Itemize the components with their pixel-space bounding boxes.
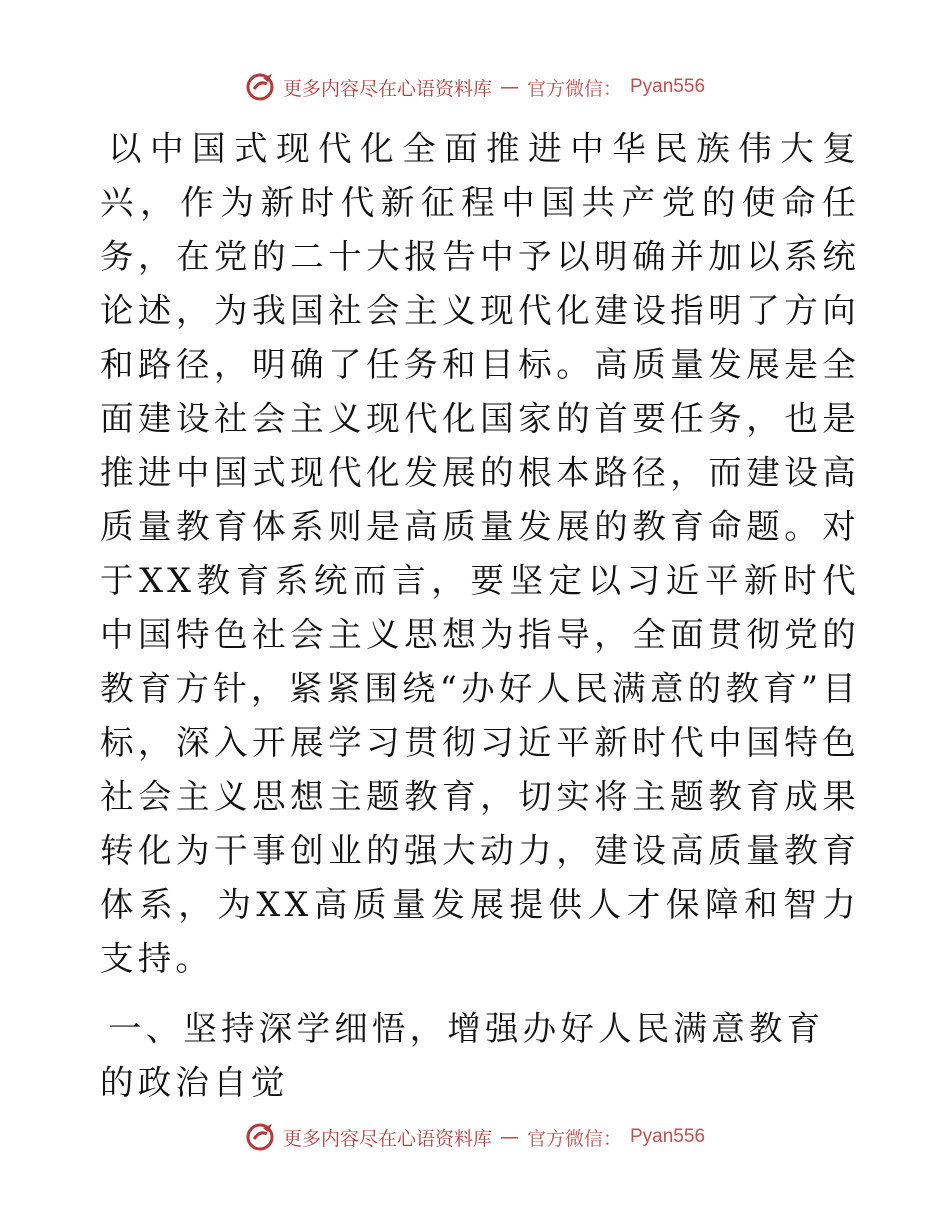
section-heading: 一、坚持深学细悟，增强办好人民满意教育的政治自觉: [100, 1009, 825, 1102]
watermark-dash: —: [499, 76, 519, 98]
watermark-wechat-id: Pyan556: [630, 1126, 706, 1147]
watermark-text: 更多内容尽在心语资料库: [282, 1127, 492, 1150]
watermark-official-label: 官方微信：: [526, 1127, 622, 1150]
watermark-wechat-id: Pyan556: [630, 76, 706, 97]
header-watermark: [0, 72, 950, 102]
body-paragraph: 以中国式现代化全面推进中华民族伟大复兴，作为新时代新征程中国共产党的使命任务，在党的二十大报告中予以明确并加以系统论述，为我国社会主义现代化建设指明了方向和路径，明确了任务和目标。高质量发展是全面建设社会主义现代化国家的首要任务，也是推进中国式现代化发展的根本路径，而建设高质量教育体系则是高质量发展的教育命题。对于XX教育系统而言，要坚定以习近平新时代中国特色社会主义思想为指导，全面贯彻党的教育方针，紧紧围绕“办好人民满意的教育”目标，深入开展学习贯彻习近平新时代中国特色社会主义思想主题教育，切实将主题教育成果转化为干事创业的强大动力，建设高质量教育体系，为XX高质量发展提供人才保障和智力支持。: [100, 129, 860, 978]
footer-watermark: [0, 1122, 950, 1152]
watermark-logo-icon: [245, 72, 275, 102]
watermark-official-label: 官方微信：: [526, 77, 622, 100]
watermark-dash: —: [499, 1126, 519, 1148]
watermark-logo-icon: [245, 1122, 275, 1152]
watermark-text: 更多内容尽在心语资料库: [282, 77, 492, 100]
document-body: [100, 122, 860, 1110]
